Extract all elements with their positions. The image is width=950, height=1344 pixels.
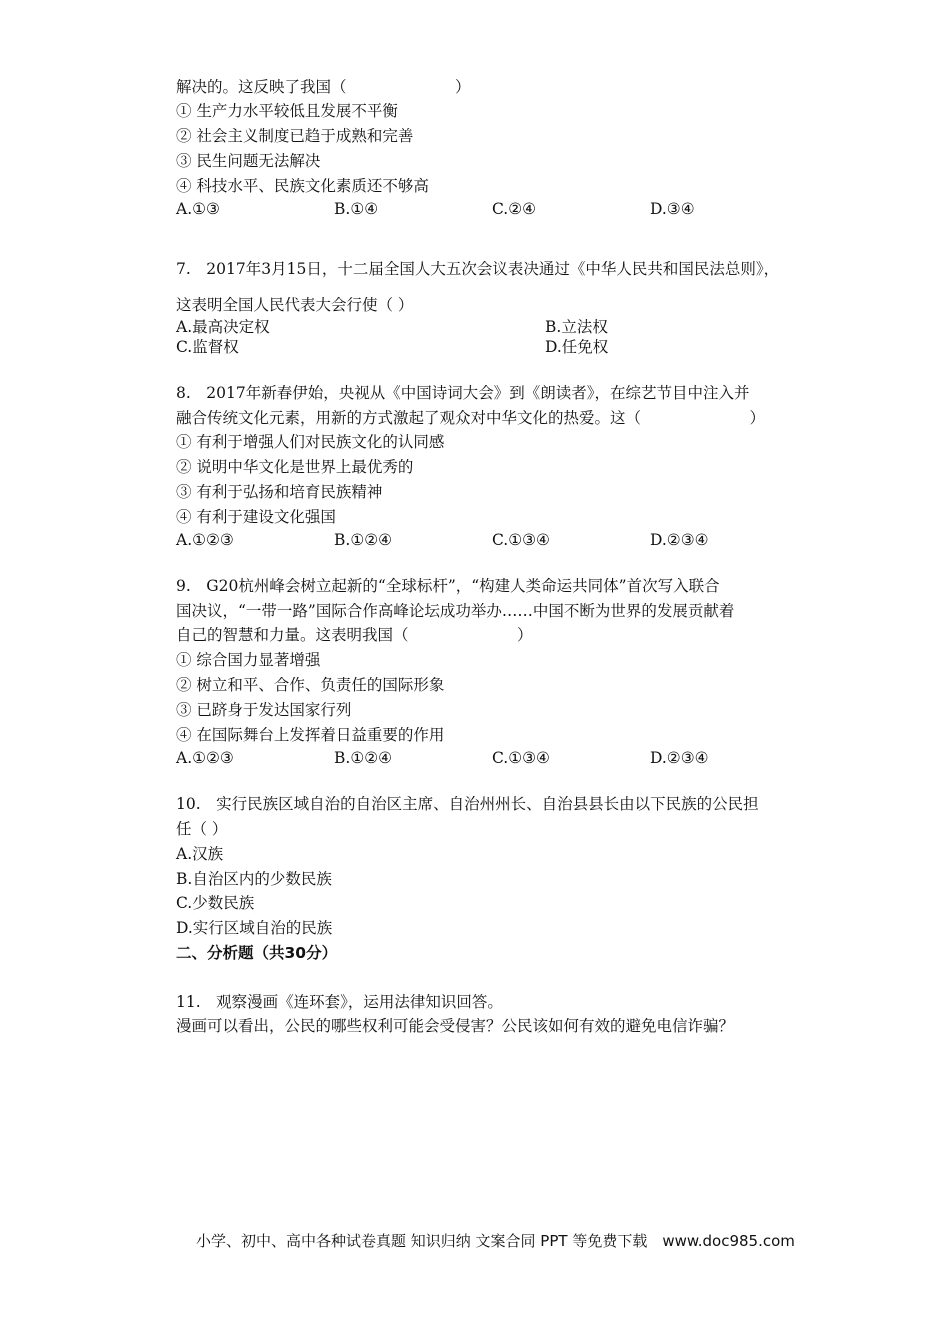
q10-line-2: 任（ ）: [176, 820, 228, 838]
q9-item-4: ④ 在国际舞台上发挥着日益重要的作用: [176, 726, 445, 744]
section-heading: 二、分析题（共30分）: [176, 944, 338, 962]
q7-option-c: C.监督权: [176, 338, 239, 356]
q10-option-c: C.少数民族: [176, 894, 255, 912]
q9-line-3: 自己的智慧和力量。这表明我国（ ）: [176, 626, 533, 644]
q7-option-a: A.最高决定权: [176, 318, 270, 336]
q6-stem: 解决的。这反映了我国（ ）: [176, 78, 471, 96]
q10-option-d: D.实行区域自治的民族: [176, 919, 333, 937]
q8-option-b: B.①②④: [334, 531, 393, 549]
q10-option-a: A.汉族: [176, 845, 224, 863]
q9-item-1: ① 综合国力显著增强: [176, 651, 321, 669]
q6-item-4: ④ 科技水平、民族文化素质还不够高: [176, 177, 429, 195]
q10-line-1: 10. 实行民族区域自治的自治区主席、自治州州长、自治县县长由以下民族的公民担: [176, 795, 759, 813]
q8-item-4: ④ 有利于建设文化强国: [176, 508, 336, 526]
q8-line-1: 8. 2017年新春伊始，央视从《中国诗词大会》到《朗读者》，在综艺节目中注入并: [176, 384, 750, 402]
q6-option-c: C.②④: [492, 200, 537, 218]
q11-line-1: 11. 观察漫画《连环套》，运用法律知识回答。: [176, 993, 503, 1011]
q11-line-2: 漫画可以看出，公民的哪些权利可能会受侵害？公民该如何有效的避免电信诈骗？: [176, 1017, 735, 1035]
q8-line-2: 融合传统文化元素，用新的方式激起了观众对中华文化的热爱。这（ ）: [176, 409, 766, 427]
page-footer: 小学、初中、高中各种试卷真题 知识归纳 文案合同 PPT 等免费下载 www.doc985.com: [196, 1232, 795, 1250]
q9-item-2: ② 树立和平、合作、负责任的国际形象: [176, 676, 445, 694]
q9-option-c: C.①③④: [492, 749, 550, 767]
q6-item-3: ③ 民生问题无法解决: [176, 152, 321, 170]
q7-line-1: 7. 2017年3月15日，十二届全国人大五次会议表决通过《中华人民共和国民法总则》，: [176, 260, 780, 278]
q9-option-a: A.①②③: [176, 749, 234, 767]
q9-line-2: 国决议，“一带一路”国际合作高峰论坛成功举办……中国不断为世界的发展贡献着: [176, 602, 735, 620]
q8-option-c: C.①③④: [492, 531, 550, 549]
q9-option-d: D.②③④: [650, 749, 709, 767]
q9-line-1: 9. G20杭州峰会树立起新的“全球标杆”，“构建人类命运共同体”首次写入联合: [176, 577, 720, 595]
q8-item-3: ③ 有利于弘扬和培育民族精神: [176, 483, 383, 501]
q9-option-b: B.①②④: [334, 749, 393, 767]
q6-item-2: ② 社会主义制度已趋于成熟和完善: [176, 127, 414, 145]
q6-option-d: D.③④: [650, 200, 695, 218]
q8-item-2: ② 说明中华文化是世界上最优秀的: [176, 458, 414, 476]
q7-option-b: B.立法权: [545, 318, 608, 336]
q8-item-1: ① 有利于增强人们对民族文化的认同感: [176, 433, 445, 451]
q7-line-2: 这表明全国人民代表大会行使（ ）: [176, 296, 414, 314]
q7-option-d: D.任免权: [545, 338, 609, 356]
q6-option-a: A.①③: [176, 200, 220, 218]
q8-option-d: D.②③④: [650, 531, 709, 549]
q6-option-b: B.①④: [334, 200, 379, 218]
q6-item-1: ① 生产力水平较低且发展不平衡: [176, 102, 398, 120]
q10-option-b: B.自治区内的少数民族: [176, 870, 332, 888]
q8-option-a: A.①②③: [176, 531, 234, 549]
q9-item-3: ③ 已跻身于发达国家行列: [176, 701, 352, 719]
